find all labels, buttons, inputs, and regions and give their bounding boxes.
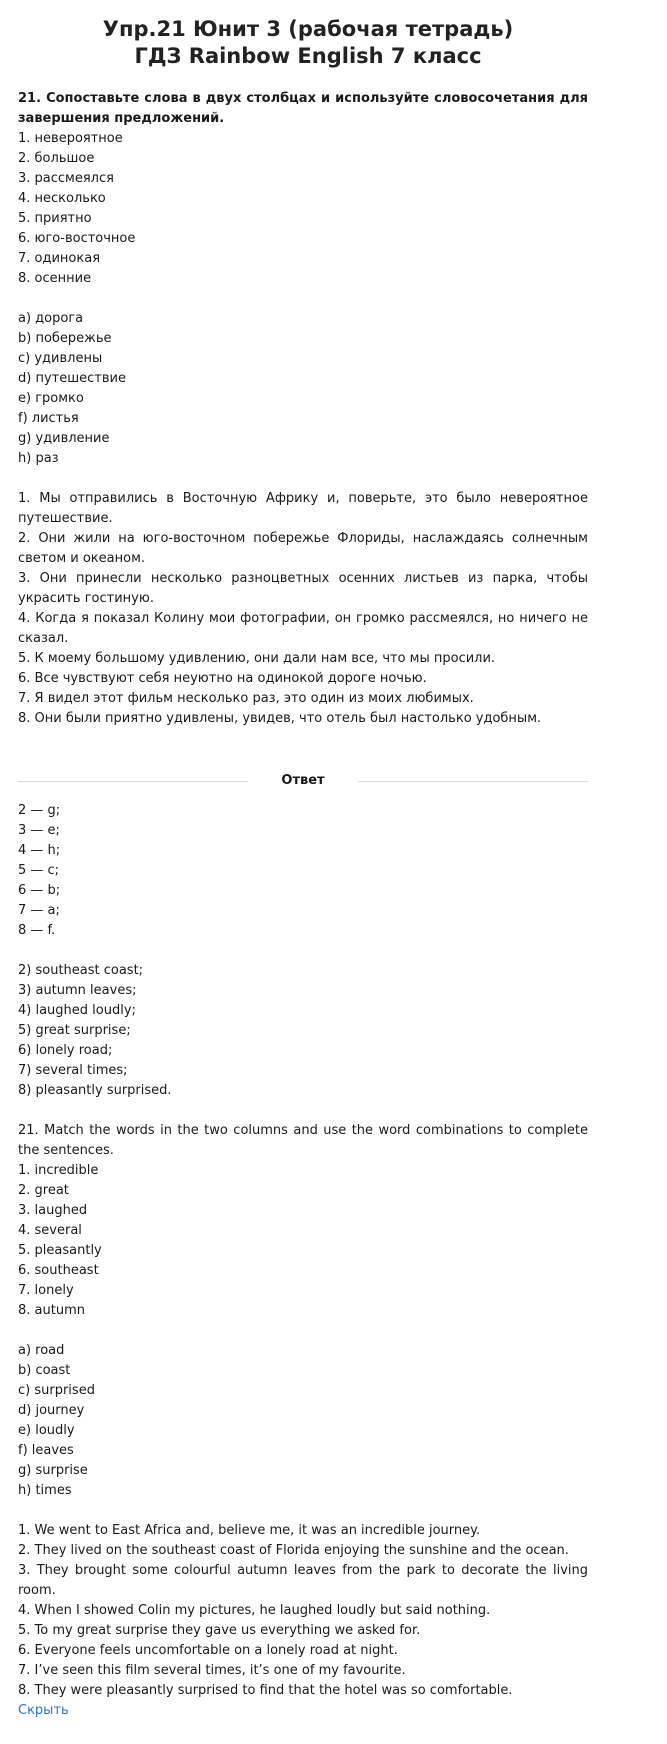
word-item: 6. southeast: [18, 1263, 99, 1278]
word-item: c) surprised: [18, 1383, 95, 1398]
word-item: 1. incredible: [18, 1163, 99, 1178]
sentence: 7. I’ve seen this film several times, it’s one of my favourite.: [18, 1663, 406, 1678]
word-item: a) дорога: [18, 311, 84, 326]
word-column-1: [18, 129, 588, 289]
sentence: 7. Я видел этот фильм несколько раз, это один из моих любимых.: [18, 691, 474, 706]
phrase-item: 7) several times;: [18, 1063, 128, 1078]
word-column-2-en: [18, 1341, 588, 1501]
word-item: 7. одинокая: [18, 251, 101, 266]
match-item: 7 — a;: [18, 903, 60, 918]
word-item: h) раз: [18, 451, 59, 466]
word-item: 7. lonely: [18, 1283, 74, 1298]
word-item: 3. laughed: [18, 1203, 88, 1218]
phrase-item: 8) pleasantly surprised.: [18, 1083, 172, 1098]
word-item: e) loudly: [18, 1423, 75, 1438]
task-instruction-en: 21. Match the words in the two columns and use the word combinations to complete the sentences.: [18, 1123, 593, 1158]
hide-answer-link[interactable]: Скрыть: [18, 1703, 69, 1718]
sentence: 4. When I showed Colin my pictures, he laughed loudly but said nothing.: [18, 1603, 491, 1618]
word-item: c) удивлены: [18, 351, 103, 366]
match-item: 2 — g;: [18, 803, 61, 818]
title-line-2: ГДЗ Rainbow English 7 класс: [134, 44, 482, 68]
word-item: 5. приятно: [18, 211, 92, 226]
word-item: 5. pleasantly: [18, 1243, 102, 1258]
document-page: [18, 0, 593, 1721]
word-item: g) удивление: [18, 431, 110, 446]
phrase-item: 6) lonely road;: [18, 1043, 113, 1058]
word-item: f) листья: [18, 411, 79, 426]
sentence: 1. Мы отправились в Восточную Африку и, поверьте, это было невероятное путешествие.: [18, 491, 593, 526]
word-item: b) побережье: [18, 331, 112, 346]
word-item: a) road: [18, 1343, 65, 1358]
title-line-1: Упр.21 Юнит 3 (рабочая тетрадь): [102, 17, 514, 41]
match-item: 3 — e;: [18, 823, 60, 838]
sentence: 4. Когда я показал Колину мои фотографии, он громко рассмеялся, но ничего не сказал.: [18, 611, 593, 646]
sentence: 2. Они жили на юго-восточном побережье Флориды, наслаждаясь солнечным светом и океаном.: [18, 531, 593, 566]
match-item: 6 — b;: [18, 883, 61, 898]
word-item: 8. autumn: [18, 1303, 85, 1318]
answer-section: [18, 801, 593, 1721]
task-instruction: 21. Сопоставьте слова в двух столбцах и используйте словосочетания для завершения предложений.: [18, 91, 593, 126]
sentence: 8. They were pleasantly surprised to find that the hotel was so comfortable.: [18, 1683, 513, 1698]
phrase-item: 2) southeast coast;: [18, 963, 144, 978]
answer-divider: [18, 771, 588, 791]
sentence: 1. We went to East Africa and, believe me, it was an incredible journey.: [18, 1523, 481, 1538]
divider-line-right: [358, 781, 588, 782]
word-item: b) coast: [18, 1363, 71, 1378]
phrase-item: 5) great surprise;: [18, 1023, 131, 1038]
word-item: 1. невероятное: [18, 131, 123, 146]
word-item: d) journey: [18, 1403, 85, 1418]
phrase-item: 3) autumn leaves;: [18, 983, 137, 998]
sentence: 8. Они были приятно удивлены, увидев, что отель был настолько удобным.: [18, 711, 542, 726]
word-item: d) путешествие: [18, 371, 126, 386]
sentence: 6. Everyone feels uncomfortable on a lonely road at night.: [18, 1643, 398, 1658]
word-item: e) громко: [18, 391, 84, 406]
answer-heading: Ответ: [281, 773, 325, 788]
match-item: 4 — h;: [18, 843, 61, 858]
match-item: 5 — c;: [18, 863, 60, 878]
word-column-2: [18, 309, 588, 469]
word-item: 2. большое: [18, 151, 95, 166]
sentence: 2. They lived on the southeast coast of Florida enjoying the sunshine and the ocean.: [18, 1543, 569, 1558]
phrase-item: 4) laughed loudly;: [18, 1003, 136, 1018]
sentence-list-en: [18, 1521, 593, 1701]
sentence: 5. To my great surprise they gave us everything we asked for.: [18, 1623, 421, 1638]
sentence-list: [18, 489, 593, 729]
word-item: 6. юго-восточное: [18, 231, 136, 246]
page-title: [18, 0, 588, 70]
sentence: 5. К моему большому удивлению, они дали нам все, что мы просили.: [18, 651, 496, 666]
word-item: 3. рассмеялся: [18, 171, 114, 186]
task-russian: [18, 89, 593, 729]
word-item: h) times: [18, 1483, 72, 1498]
match-list: [18, 801, 588, 941]
word-item: g) surprise: [18, 1463, 88, 1478]
phrase-list: [18, 961, 588, 1101]
word-item: f) leaves: [18, 1443, 74, 1458]
match-item: 8 — f.: [18, 923, 56, 938]
word-item: 8. осенние: [18, 271, 92, 286]
sentence: 6. Все чувствуют себя неуютно на одинокой дороге ночью.: [18, 671, 427, 686]
word-item: 4. several: [18, 1223, 82, 1238]
word-column-1-en: [18, 1161, 588, 1321]
sentence: 3. Они принесли несколько разноцветных осенних листьев из парка, чтобы украсить гостиную.: [18, 571, 593, 606]
sentence: 3. They brought some colourful autumn leaves from the park to decorate the living room.: [18, 1563, 593, 1598]
word-item: 2. great: [18, 1183, 69, 1198]
word-item: 4. несколько: [18, 191, 106, 206]
